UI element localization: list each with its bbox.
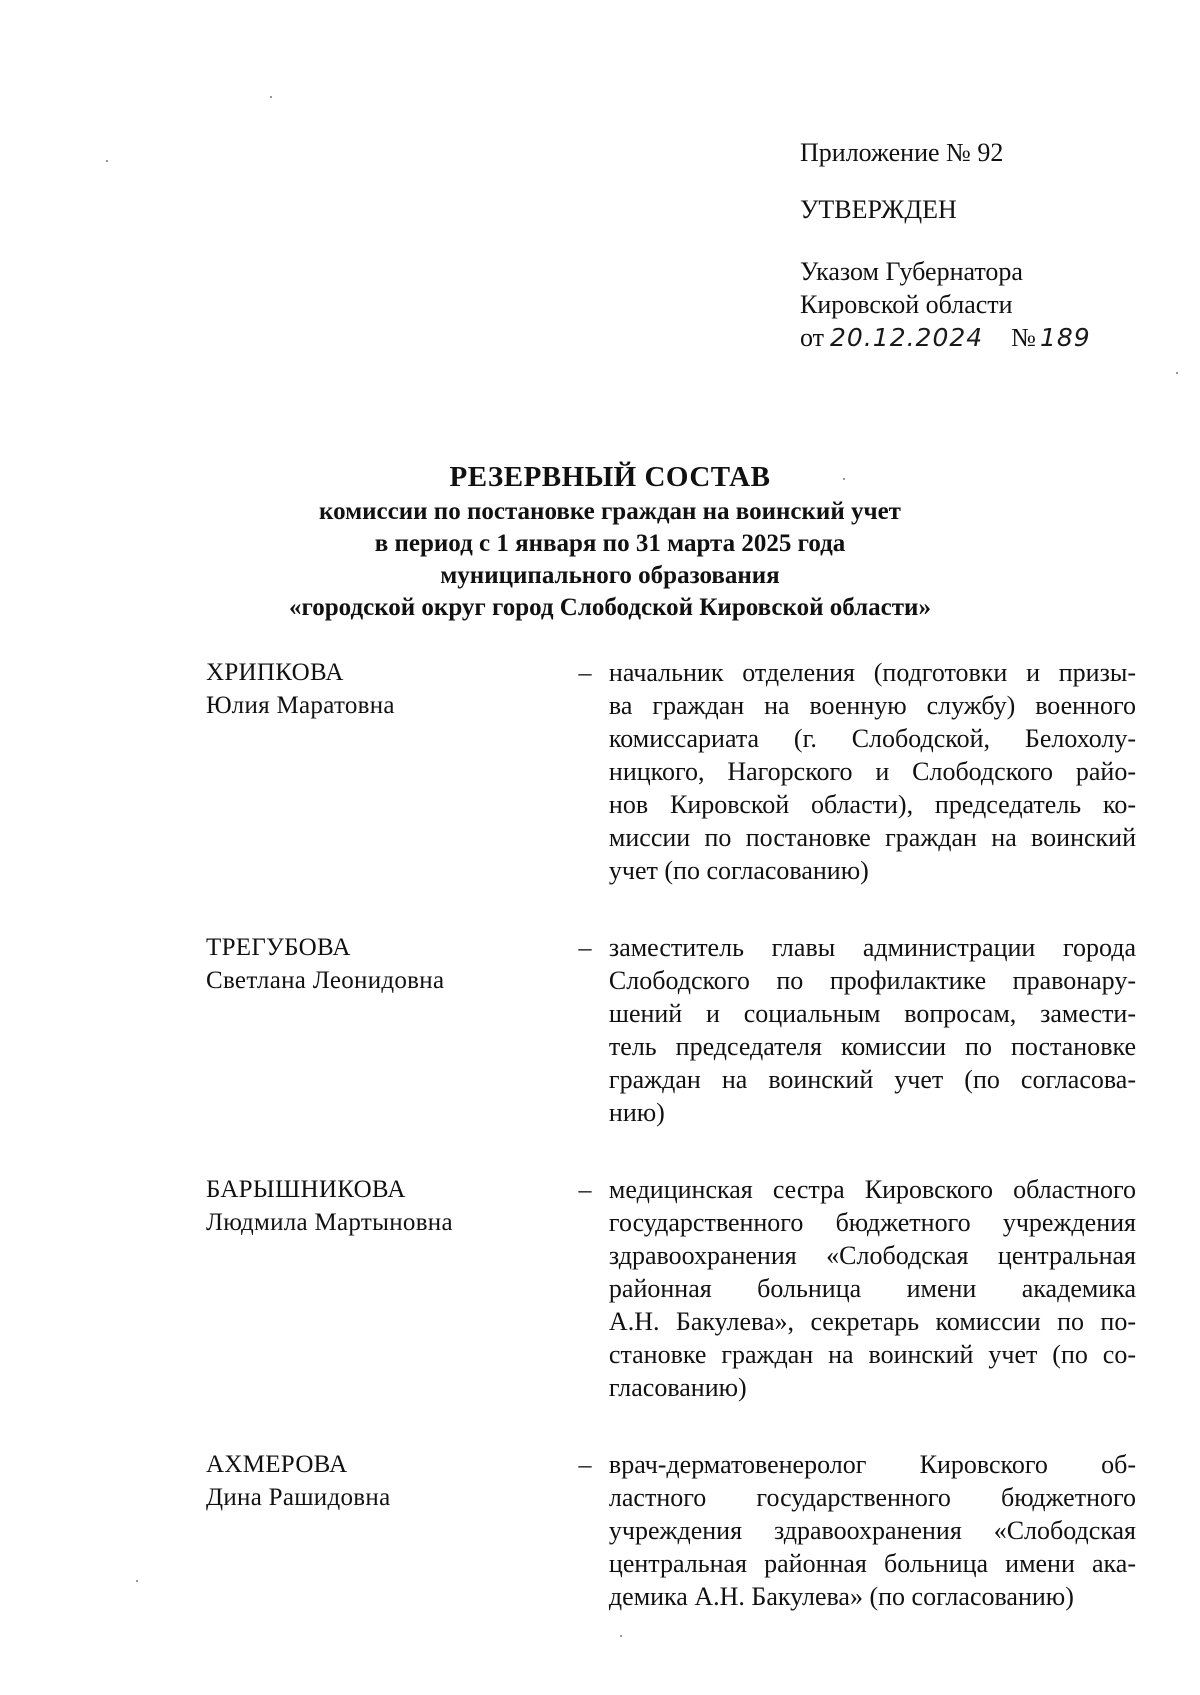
approval-block	[800, 136, 1160, 354]
document-title	[180, 458, 1040, 624]
member-surname: БАРЫШНИКОВА	[206, 1176, 406, 1203]
title-line-4: муниципального образования	[440, 562, 780, 589]
description-line: районная больница имени академика	[608, 1274, 1136, 1303]
approved-stamp-text: УТВЕРЖДЕН	[800, 195, 957, 224]
member-given-names: Дина Рашидовна	[206, 1484, 391, 1511]
date-prefix: от	[800, 323, 825, 352]
description-line: учреждения здравоохранения «Слободская	[608, 1516, 1136, 1545]
member-dash: –	[578, 658, 592, 687]
description-line: ницкого, Нагорского и Слободского райо-	[608, 757, 1136, 786]
description-line: демика А.Н. Бакулева» (по согласованию)	[608, 1582, 1074, 1611]
member-given-names: Юлия Маратовна	[206, 692, 395, 719]
description-line: врач-дерматовенеролог Кировского об-	[608, 1450, 1136, 1479]
member-name	[206, 1173, 554, 1239]
scan-speck	[106, 160, 108, 162]
member-surname: ХРИПКОВА	[206, 659, 344, 686]
scan-speck	[270, 96, 272, 98]
member-dash: –	[578, 933, 592, 962]
member-surname: АХМЕРОВА	[206, 1451, 348, 1478]
description-line: государственного бюджетного учреждения	[608, 1208, 1136, 1237]
description-line: центральная районная больница имени ака-	[608, 1549, 1136, 1578]
decree-line-2: Кировской области	[800, 290, 1013, 319]
title-main: РЕЗЕРВНЫЙ СОСТАВ	[449, 461, 771, 493]
title-line-3: в период с 1 января по 31 марта 2025 года	[374, 530, 846, 557]
description-line: начальник отделения (подготовки и призы-	[608, 658, 1136, 687]
member-dash: –	[578, 1175, 592, 1204]
member-entry	[206, 1448, 1136, 1613]
member-entry	[206, 1173, 1136, 1404]
decree-date-line	[800, 321, 1160, 354]
member-description	[609, 1448, 1136, 1613]
member-surname: ТРЕГУБОВА	[206, 934, 351, 961]
description-line: нов Кировской области), председатель ко-	[608, 790, 1136, 819]
description-line: медицинская сестра Кировского областного	[608, 1175, 1136, 1204]
description-line: заместитель главы администрации города	[608, 933, 1136, 962]
description-line: комиссариата (г. Слободской, Белохолу-	[608, 724, 1136, 753]
description-line: тель председателя комиссии по постановке	[608, 1032, 1136, 1061]
number-sign: №	[1011, 323, 1036, 352]
member-entry	[206, 931, 1136, 1129]
scan-speck	[1176, 372, 1178, 374]
member-description	[609, 656, 1136, 887]
handwritten-number: 189	[1039, 323, 1091, 352]
scan-speck	[136, 1580, 138, 1582]
title-line-5: «городской округ город Слободской Кировской области»	[289, 594, 931, 621]
decree-line-1: Указом Губернатора	[800, 257, 1023, 286]
member-name	[206, 931, 554, 997]
description-line: гласованию)	[608, 1373, 747, 1402]
member-dash: –	[578, 1450, 592, 1479]
description-line: шений и социальным вопросам, замести-	[608, 999, 1136, 1028]
description-line: здравоохранения «Слободская центральная	[608, 1241, 1136, 1270]
description-line: ва граждан на военную службу) военного	[608, 691, 1136, 720]
appendix-number: Приложение № 92	[800, 138, 1004, 167]
title-line-2: комиссии по постановке граждан на воинский учет	[319, 498, 901, 525]
description-line: Слободского по профилактике правонару-	[608, 966, 1136, 995]
members-list	[206, 656, 1136, 1657]
member-given-names: Людмила Мартыновна	[206, 1209, 453, 1236]
description-line: миссии по постановке граждан на воинский	[608, 823, 1136, 852]
member-description	[609, 931, 1136, 1129]
description-line: учет (по согласованию)	[608, 856, 869, 885]
member-name	[206, 656, 554, 722]
description-line: ластного государственного бюджетного	[608, 1483, 1136, 1512]
description-line: становке граждан на воинский учет (по со-	[608, 1340, 1136, 1369]
handwritten-date: 20.12.2024	[830, 323, 984, 352]
member-given-names: Светлана Леонидовна	[206, 967, 445, 994]
member-name	[206, 1448, 554, 1514]
member-description	[609, 1173, 1136, 1404]
description-line: граждан на воинский учет (по согласова-	[608, 1065, 1136, 1094]
description-line: нию)	[608, 1098, 665, 1127]
member-entry	[206, 656, 1136, 887]
description-line: А.Н. Бакулева», секретарь комиссии по по-	[608, 1307, 1136, 1336]
